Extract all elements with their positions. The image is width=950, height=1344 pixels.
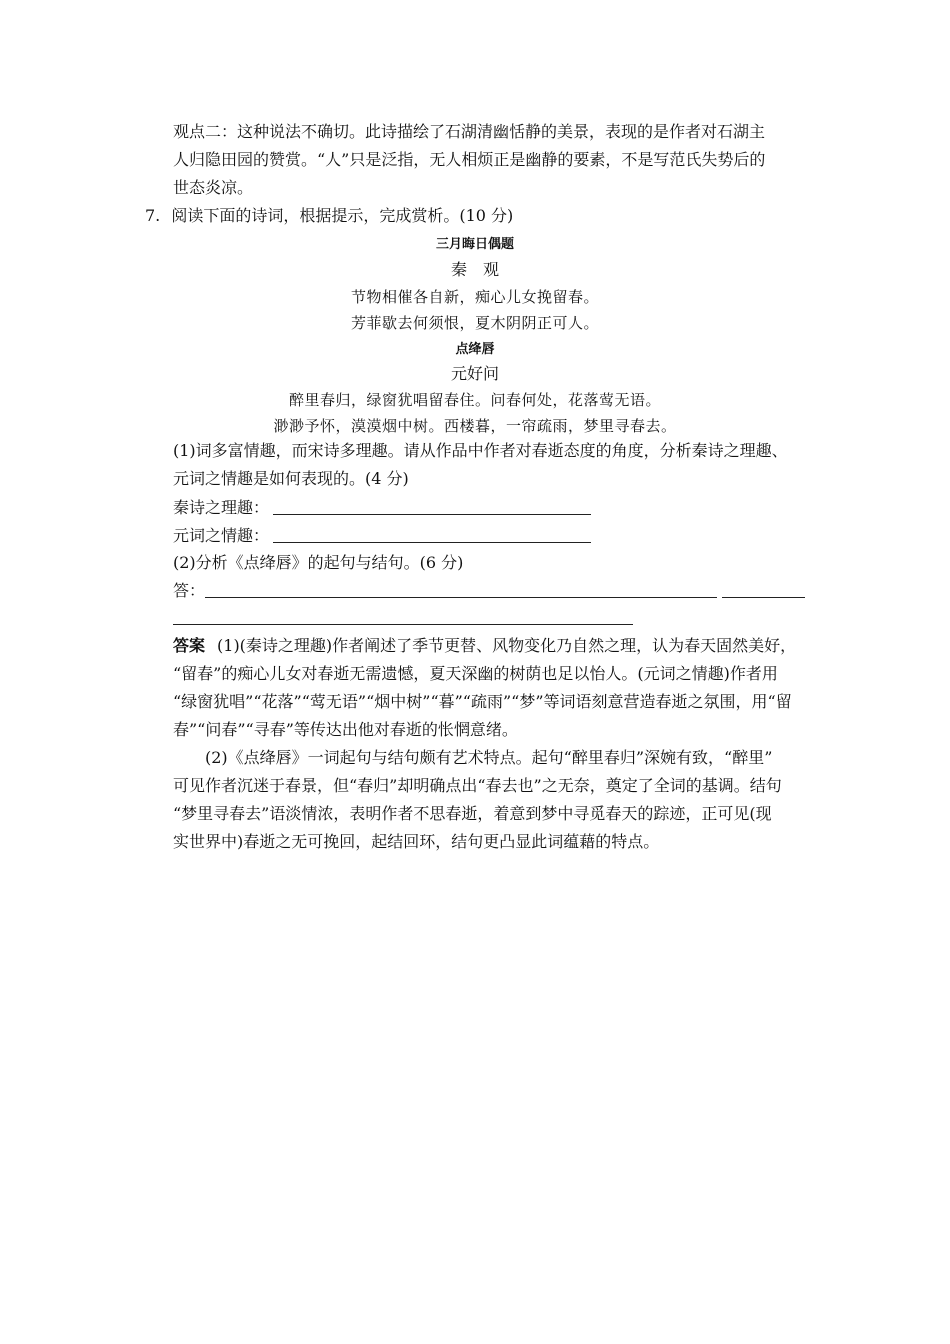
answer-para-1-line-3: “绿窗犹唱”“花落”“莺无语”“烟中树”“暮”“疏雨”“梦”等词语刻意营造春逝之氛围，用“留: [173, 692, 792, 711]
viewpoint-two-line-3: 世态炎凉。: [173, 178, 254, 197]
answer-para-2-line-2: 可见作者沉迷于春景，但“春归”却明确点出“春去也”之无奈，奠定了全词的基调。结句: [173, 776, 782, 795]
answer-line-2[interactable]: [722, 597, 805, 598]
answer-para-2-line-4: 实世界中)春逝之无可挽回，起结回环，结句更凸显此词蕴藉的特点。: [173, 832, 660, 851]
question-number: 7.: [145, 206, 161, 225]
viewpoint-two-line-2: 人归隐田园的赞赏。“人”只是泛指，无人相烦正是幽静的要素，不是写范氏失势后的: [173, 150, 766, 169]
answer-para-2-line-1: (2)《点绛唇》一词起句与结句颇有艺术特点。起句“醉里春归”深婉有致，“醉里”: [205, 748, 773, 767]
answer-para-1-line-1: [173, 636, 796, 656]
poem2-author: 元好问: [450, 364, 499, 383]
poem2-line-2: 渺渺予怀，漠漠烟中树。西楼暮，一帘疏雨，梦里寻春去。: [273, 417, 677, 435]
subquestion-1-line-1: (1)词多富情趣，而宋诗多理趣。请从作品中作者对春逝态度的角度，分析秦诗之理趣、: [173, 441, 788, 460]
answer-para-1-line-2: “留春”的痴心儿女对春逝无需遗憾，夏天深幽的树荫也足以怡人。(元词之情趣)作者用: [173, 664, 778, 683]
poem1-title: 三月晦日偶题: [435, 237, 514, 252]
poem1-line-1: 节物相催各自新，痴心儿女挽留春。: [350, 288, 599, 306]
answer-para-2-line-3: “梦里寻春去”语淡情浓，表明作者不思春逝，着意到梦中寻觅春天的踪迹，正可见(现: [173, 804, 772, 823]
answer-line-3[interactable]: [173, 624, 633, 625]
subquestion-2: (2)分析《点绛唇》的起句与结句。(6 分): [173, 553, 464, 572]
answer-para-1-line-4: 春”“问春”“寻春”等传达出他对春逝的怅惘意绪。: [173, 720, 518, 739]
qin-answer-line[interactable]: [273, 514, 591, 515]
answer-line-1[interactable]: [205, 597, 717, 598]
answer-key-label: 答案: [173, 636, 206, 655]
poem1-author: 秦 观: [450, 260, 499, 279]
yuan-answer-line[interactable]: [273, 542, 591, 543]
question-7: [145, 206, 513, 226]
yuan-label: 元词之情趣：: [173, 526, 270, 545]
poem1-line-2: 芳菲歇去何须恨，夏木阴阴正可人。: [350, 314, 599, 332]
viewpoint-two-line-1: 观点二：这种说法不确切。此诗描绘了石湖清幽恬静的美景，表现的是作者对石湖主: [173, 122, 766, 141]
subquestion-1-line-2: 元词之情趣是如何表现的。(4 分): [173, 469, 409, 488]
qin-label: 秦诗之理趣：: [173, 498, 270, 517]
answer-text: (1)(秦诗之理趣)作者阐述了季节更替、风物变化乃自然之理，认为春天固然美好，: [217, 636, 797, 655]
poem2-title: 点绛唇: [455, 342, 495, 357]
poem2-line-1: 醉里春归，绿窗犹唱留春住。问春何处，花落莺无语。: [288, 391, 661, 409]
question-prompt: 阅读下面的诗词，根据提示，完成赏析。(10 分): [171, 206, 514, 225]
answer-label: 答：: [173, 581, 206, 600]
